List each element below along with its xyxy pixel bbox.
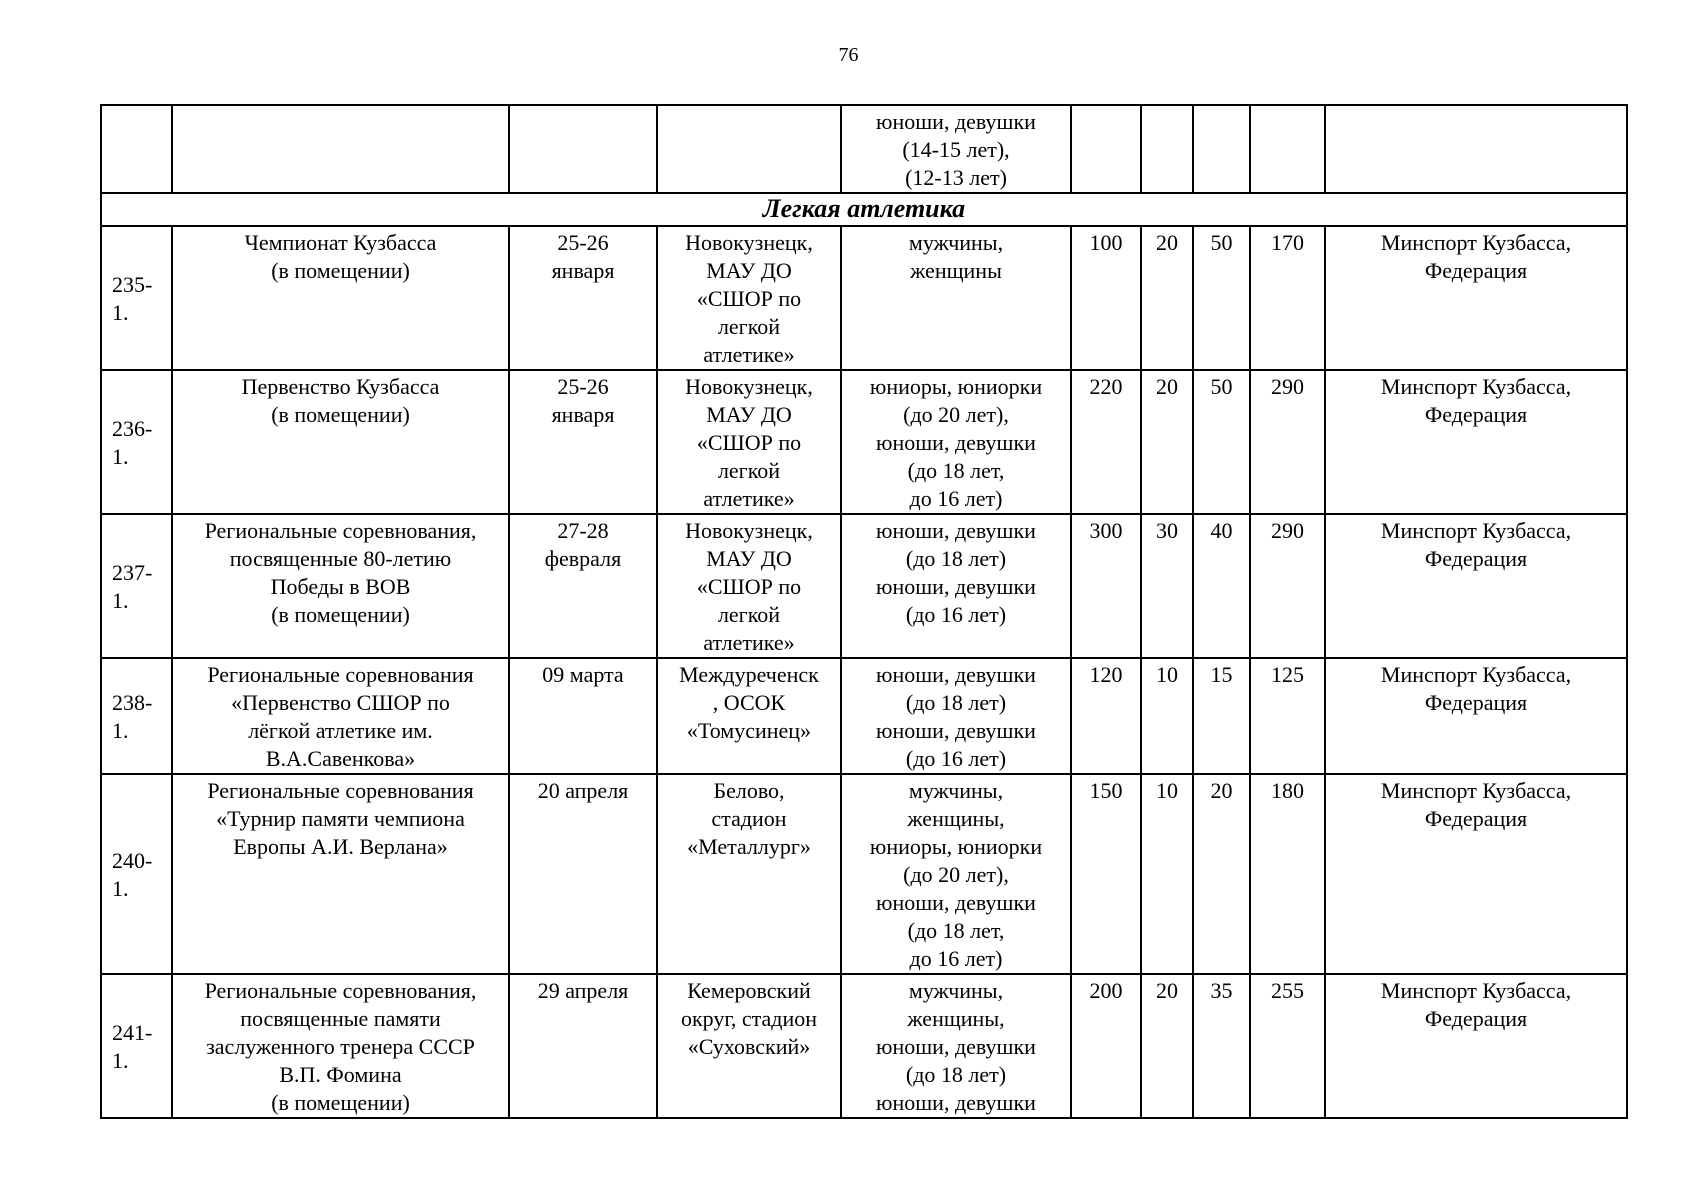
dates-cell: 27-28 февраля <box>509 514 657 658</box>
table-row <box>101 658 1627 774</box>
count-cell-3 <box>1193 105 1250 193</box>
num-cell <box>101 105 172 193</box>
count-cell-2: 30 <box>1141 514 1193 658</box>
section-header-row <box>101 193 1627 226</box>
count-cell-4 <box>1250 105 1325 193</box>
participants-cell: юноши, девушки (до 18 лет) юноши, девушки (до 16 лет) <box>841 514 1071 658</box>
count-cell-4: 290 <box>1250 514 1325 658</box>
count-cell-4: 125 <box>1250 658 1325 774</box>
name-cell: Региональные соревнования, посвященные 80-летию Победы в ВОВ (в помещении) <box>172 514 509 658</box>
place-cell: Новокузнецк, МАУ ДО «СШОР по легкой атлетике» <box>657 370 841 514</box>
num-cell: 240-1. <box>101 774 172 974</box>
place-cell: Кемеровский округ, стадион «Суховский» <box>657 974 841 1118</box>
dates-cell: 25-26 января <box>509 226 657 370</box>
count-cell-1: 120 <box>1071 658 1141 774</box>
place-cell: Белово, стадион «Металлург» <box>657 774 841 974</box>
name-cell: Региональные соревнования, посвященные памяти заслуженного тренера СССР В.П. Фомина (в помещении) <box>172 974 509 1118</box>
participants-cell: юноши, девушки (до 18 лет) юноши, девушки (до 16 лет) <box>841 658 1071 774</box>
dates-cell <box>509 105 657 193</box>
page-number: 76 <box>838 44 859 66</box>
num-cell: 238-1. <box>101 658 172 774</box>
dates-cell: 25-26 января <box>509 370 657 514</box>
organizer-cell: Минспорт Кузбасса, Федерация <box>1325 658 1627 774</box>
count-cell-1: 300 <box>1071 514 1141 658</box>
count-cell-2: 20 <box>1141 226 1193 370</box>
count-cell-4: 290 <box>1250 370 1325 514</box>
count-cell-3: 50 <box>1193 370 1250 514</box>
name-cell: Региональные соревнования «Турнир памяти чемпиона Европы А.И. Верлана» <box>172 774 509 974</box>
organizer-cell: Минспорт Кузбасса, Федерация <box>1325 226 1627 370</box>
place-cell <box>657 105 841 193</box>
count-cell-2: 20 <box>1141 974 1193 1118</box>
count-cell-3: 15 <box>1193 658 1250 774</box>
dates-cell: 09 марта <box>509 658 657 774</box>
organizer-cell: Минспорт Кузбасса, Федерация <box>1325 974 1627 1118</box>
table-row <box>101 974 1627 1118</box>
dates-cell: 29 апреля <box>509 974 657 1118</box>
count-cell-3: 20 <box>1193 774 1250 974</box>
dates-cell: 20 апреля <box>509 774 657 974</box>
count-cell-4: 255 <box>1250 974 1325 1118</box>
organizer-cell <box>1325 105 1627 193</box>
count-cell-1: 220 <box>1071 370 1141 514</box>
participants-cell: мужчины, женщины, юноши, девушки (до 18 лет) юноши, девушки <box>841 974 1071 1118</box>
organizer-cell: Минспорт Кузбасса, Федерация <box>1325 370 1627 514</box>
count-cell-1: 150 <box>1071 774 1141 974</box>
continued-row <box>101 105 1627 193</box>
place-cell: Междуреченск , ОСОК «Томусинец» <box>657 658 841 774</box>
participants-cell: мужчины, женщины <box>841 226 1071 370</box>
count-cell-1: 100 <box>1071 226 1141 370</box>
events-table <box>100 104 1628 1119</box>
name-cell: Чемпионат Кузбасса (в помещении) <box>172 226 509 370</box>
organizer-cell: Минспорт Кузбасса, Федерация <box>1325 514 1627 658</box>
table-row <box>101 514 1627 658</box>
count-cell-3: 50 <box>1193 226 1250 370</box>
participants-cell: юноши, девушки (14-15 лет), (12-13 лет) <box>841 105 1071 193</box>
count-cell-2: 10 <box>1141 658 1193 774</box>
table-row <box>101 774 1627 974</box>
count-cell-1: 200 <box>1071 974 1141 1118</box>
place-cell: Новокузнецк, МАУ ДО «СШОР по легкой атлетике» <box>657 514 841 658</box>
num-cell: 235-1. <box>101 226 172 370</box>
name-cell: Первенство Кузбасса (в помещении) <box>172 370 509 514</box>
count-cell-4: 180 <box>1250 774 1325 974</box>
name-cell <box>172 105 509 193</box>
participants-cell: мужчины, женщины, юниоры, юниорки (до 20 лет), юноши, девушки (до 18 лет, до 16 лет) <box>841 774 1071 974</box>
count-cell-2 <box>1141 105 1193 193</box>
count-cell-1 <box>1071 105 1141 193</box>
count-cell-4: 170 <box>1250 226 1325 370</box>
table-row <box>101 226 1627 370</box>
organizer-cell: Минспорт Кузбасса, Федерация <box>1325 774 1627 974</box>
count-cell-3: 35 <box>1193 974 1250 1118</box>
num-cell: 237-1. <box>101 514 172 658</box>
count-cell-3: 40 <box>1193 514 1250 658</box>
num-cell: 236-1. <box>101 370 172 514</box>
participants-cell: юниоры, юниорки (до 20 лет), юноши, девушки (до 18 лет, до 16 лет) <box>841 370 1071 514</box>
place-cell: Новокузнецк, МАУ ДО «СШОР по легкой атлетике» <box>657 226 841 370</box>
section-title: Легкая атлетика <box>101 193 1627 226</box>
count-cell-2: 10 <box>1141 774 1193 974</box>
count-cell-2: 20 <box>1141 370 1193 514</box>
table-row <box>101 370 1627 514</box>
num-cell: 241-1. <box>101 974 172 1118</box>
name-cell: Региональные соревнования «Первенство СШОР по лёгкой атлетике им. В.А.Савенкова» <box>172 658 509 774</box>
